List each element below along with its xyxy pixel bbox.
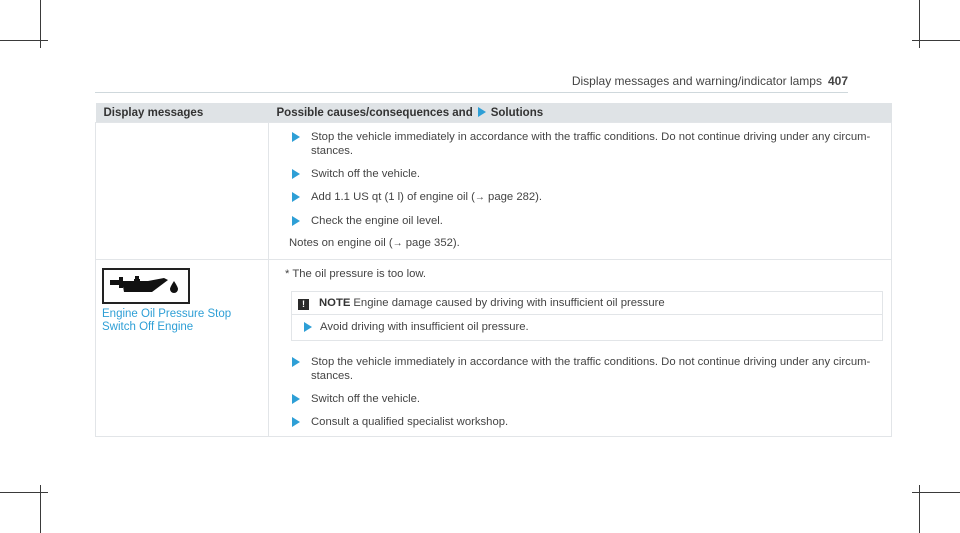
display-message-cell [96,123,269,260]
page-ref-arrow-icon: → [392,238,403,249]
oil-pressure-lamp-icon [102,268,190,304]
crop-mark [912,40,960,41]
table-row [96,123,892,260]
triangle-right-icon [292,394,300,404]
col-header-display-messages: Display messages [96,103,269,123]
note-box [291,291,883,341]
solutions-cell [269,123,892,260]
triangle-right-icon [292,132,300,142]
page-reference-link[interactable]: page 282). [488,191,543,203]
crop-mark [0,492,48,493]
triangle-right-icon [292,169,300,179]
note-header [292,292,882,315]
crop-mark [0,40,48,41]
header-rule [95,92,848,93]
triangle-right-icon [292,216,300,226]
col-header-causes-solutions: Possible causes/consequences and Solutions [269,103,892,123]
solutions-cell [269,260,892,437]
step-item: Stop the vehicle immediately in accordance with the traffic conditions. Do not continue driving under any circum- stances. [289,130,883,158]
page-reference-link[interactable]: page 352). [405,237,460,249]
step-item: Switch off the vehicle. [289,167,883,181]
triangle-right-icon [292,357,300,367]
table-header-row [96,103,892,123]
display-message-cell [96,260,269,437]
triangle-right-icon [292,417,300,427]
note-body [292,315,882,340]
triangle-right-icon [292,192,300,202]
cause-text: * The oil pressure is too low. [285,268,427,280]
note-title: NOTE [319,297,351,309]
triangle-right-icon [478,107,486,117]
step-item: Consult a qualified specialist workshop. [289,415,883,429]
step-item: Add 1.1 US qt (1 l) of engine oil (→ page 282). [289,190,883,205]
crop-mark [912,492,960,493]
note-text: Engine damage caused by driving with insufficient oil pressure [353,297,665,309]
header-title: Display messages and warning/indicator lamps [571,74,822,88]
page-number: 407 [827,74,848,88]
step-item: Switch off the vehicle. [289,392,883,406]
page-ref-arrow-icon: → [474,192,485,203]
running-header [572,74,848,88]
warning-icon: ! [298,299,309,310]
step-item: Stop the vehicle immediately in accordance with the traffic conditions. Do not continue driving under any circum- stances. [289,355,883,383]
step-item: Avoid driving with insufficient oil pressure. [298,320,876,334]
step-item: Check the engine oil level. [289,214,883,228]
notes-reference: Notes on engine oil (→ page 352). [289,237,460,249]
triangle-right-icon [304,322,312,332]
table-row [96,260,892,437]
display-messages-table [95,103,892,437]
display-message-text: Engine Oil Pressure Stop Switch Off Engine [102,308,232,333]
